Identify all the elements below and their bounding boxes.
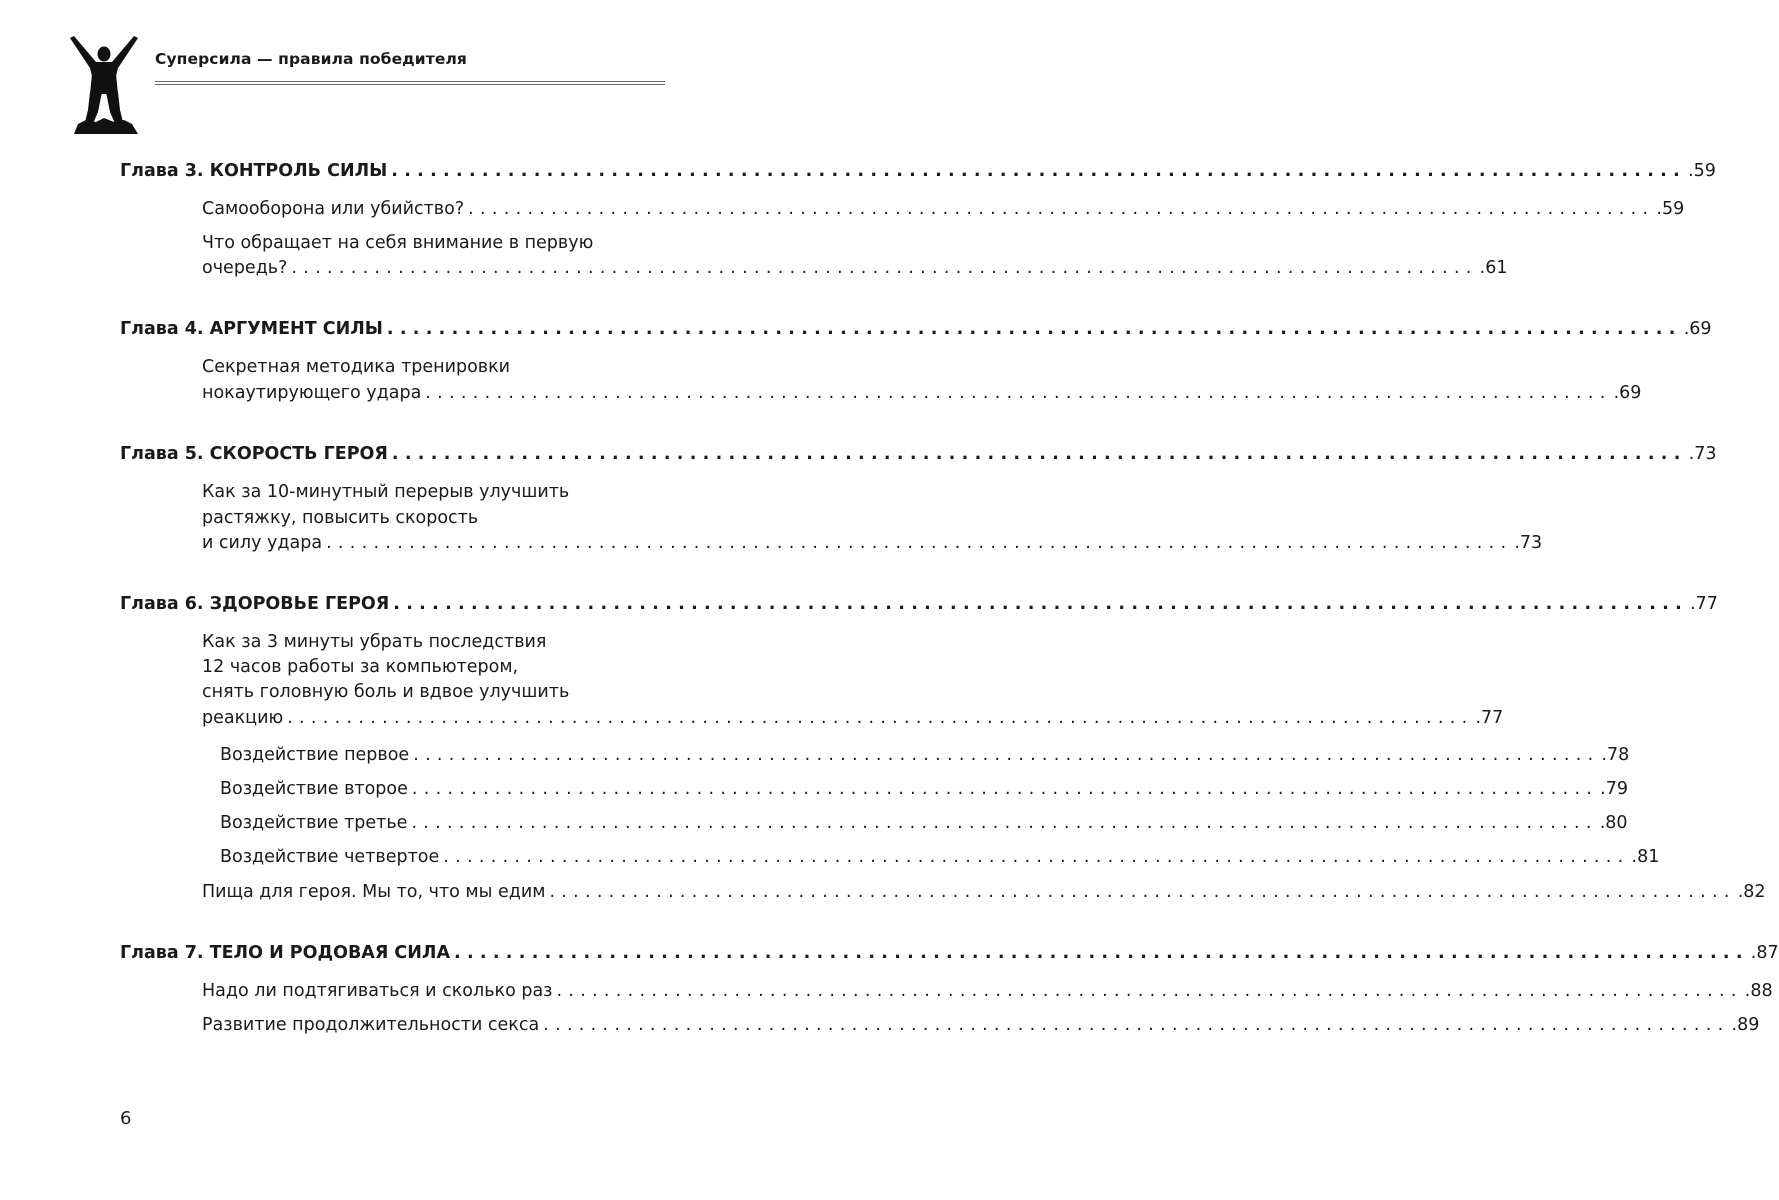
toc-entry-line: Как за 3 минуты убрать последствия — [202, 632, 547, 652]
toc-entry[interactable]: реакцию .................................................................................................... .77 — [202, 708, 1504, 728]
running-header-title: Суперсила — правила победителя — [155, 50, 467, 68]
toc-entry-line: Что обращает на себя внимание в первую — [202, 233, 594, 253]
toc-entry-line: 12 часов работы за компьютером, — [202, 657, 519, 677]
toc-entry-line: растяжку, повысить скорость — [202, 508, 479, 528]
toc-chapter-7[interactable]: Глава 7. ТЕЛО И РОДОВАЯ СИЛА .................................................................................................... .87 — [120, 943, 1779, 963]
toc-chapter-4[interactable]: Глава 4. АРГУМЕНТ СИЛЫ .................................................................................................... .69 — [120, 319, 1712, 339]
toc-subentry[interactable]: Воздействие второе .................................................................................................... .79 — [220, 779, 1629, 799]
toc-entry[interactable]: и силу удара .................................................................................................... .73 — [202, 533, 1543, 553]
toc-entry-line: Секретная методика тренировки — [202, 357, 511, 377]
toc-chapter-3[interactable]: Глава 3. КОНТРОЛЬ СИЛЫ .................................................................................................... .59 — [120, 161, 1716, 181]
toc-entry[interactable]: Развитие продолжительности секса .................................................................................................... .89 — [202, 1015, 1760, 1035]
toc-entry-line: снять головную боль и вдвое улучшить — [202, 682, 570, 702]
toc-entry[interactable]: нокаутирующего удара .................................................................................................... .69 — [202, 383, 1642, 403]
toc-subentry[interactable]: Воздействие четвертое .................................................................................................... .81 — [220, 847, 1660, 867]
toc-subentry[interactable]: Воздействие третье .................................................................................................... .80 — [220, 813, 1628, 833]
toc-chapter-6[interactable]: Глава 6. ЗДОРОВЬЕ ГЕРОЯ .................................................................................................... .77 — [120, 594, 1718, 614]
toc-subentry[interactable]: Воздействие первое .................................................................................................... .78 — [220, 745, 1630, 765]
toc-chapter-5[interactable]: Глава 5. СКОРОСТЬ ГЕРОЯ .................................................................................................... .73 — [120, 444, 1717, 464]
toc-entry[interactable]: Пища для героя. Мы то, что мы едим .................................................................................................... .82 — [202, 882, 1766, 902]
page-number: 6 — [120, 1108, 132, 1129]
toc-entry[interactable]: Надо ли подтягиваться и сколько раз .................................................................................................... .88 — [202, 981, 1773, 1001]
toc-entry[interactable]: Самооборона или убийство? .................................................................................................... .59 — [202, 199, 1685, 219]
toc-entry-line: Как за 10-минутный перерыв улучшить — [202, 482, 570, 502]
toc-entry[interactable]: очередь? .................................................................................................... .61 — [202, 258, 1508, 278]
